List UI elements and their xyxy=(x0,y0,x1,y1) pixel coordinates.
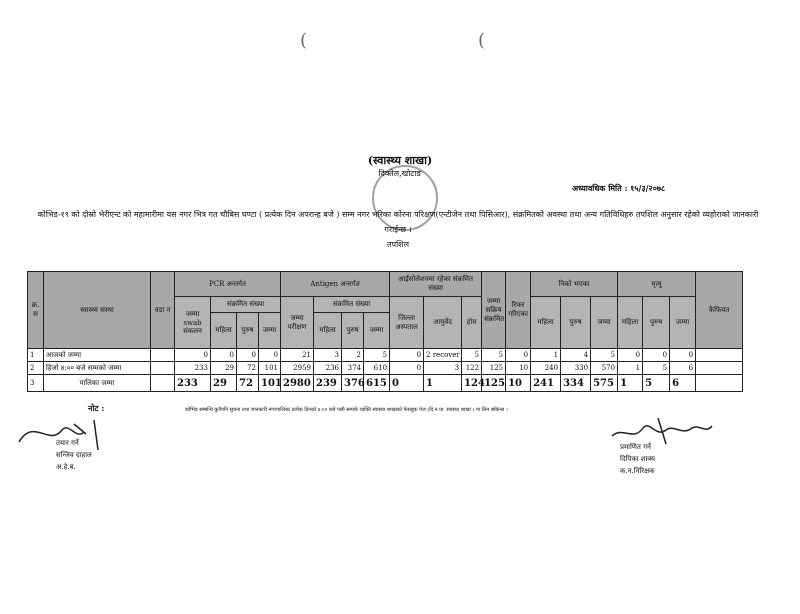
table-cell-sn: 1 xyxy=(28,349,44,362)
table-cell-atest: 2980 xyxy=(281,375,314,392)
table-cell-pf: 0 xyxy=(211,349,237,362)
header-ag-total: जम्मा xyxy=(364,313,390,349)
table-cell-df: 0 xyxy=(618,349,643,362)
note-text: कोभिड सम्बन्धि कुनैपनि सुचना तथा जानकारी नगरपालिका प्रत्येक दिनको ४:०० बजे पछी सम्पर्क व्यक्ति स्वास्थ्य शाखाको फेसबुक पेज (दि.न.पा. स्वास्थ्य शाखा ) मा लिन सकिन्छ । xyxy=(185,407,508,413)
table-cell-pt: 101 xyxy=(259,362,281,375)
verified-by-post: क.न.निरिक्षक xyxy=(620,467,655,475)
table-row xyxy=(28,349,743,362)
header-recovered: निको भएका xyxy=(531,272,618,297)
table-cell-am: 374 xyxy=(342,362,364,375)
header-pcr-female: महिला xyxy=(211,313,237,349)
table-row xyxy=(28,375,743,392)
table-cell-dm: 5 xyxy=(643,375,670,392)
table-cell-rem xyxy=(696,349,743,362)
verified-by-title: प्रमाणित गर्ने xyxy=(620,443,651,451)
table-cell-pf: 29 xyxy=(211,362,237,375)
header-tests: जम्मा परीक्षण xyxy=(281,297,314,349)
table-cell-swab: 233 xyxy=(175,362,211,375)
header-antigen: Antigen अन्तर्गत xyxy=(281,272,390,297)
table-cell-rf: 240 xyxy=(531,362,561,375)
table-cell-af: 236 xyxy=(314,362,342,375)
header-pcr-infected: संक्रमित संख्या xyxy=(211,297,281,313)
table-cell-active: 125 xyxy=(482,375,506,392)
table-cell-rf: 241 xyxy=(531,375,561,392)
verified-by-block xyxy=(620,441,655,477)
office-location: दिक्तेल,खोटाङ xyxy=(378,169,422,178)
prepared-by-post: अ.हे.ब. xyxy=(56,463,76,471)
table-cell-home: 124 xyxy=(462,375,482,392)
table-cell-rt: 5 xyxy=(591,349,618,362)
table-cell-swab: 233 xyxy=(175,375,211,392)
header-rec-male: पुरुष xyxy=(561,297,591,349)
table-cell-rf: 1 xyxy=(531,349,561,362)
table-cell-refer: 10 xyxy=(506,375,531,392)
intro-paragraph xyxy=(28,207,768,252)
table-cell-ay: 2 recover xyxy=(424,349,462,362)
table-cell-pf: 29 xyxy=(211,375,237,392)
table-cell-dh: 0 xyxy=(390,349,424,362)
header-isolation: आईसोलेशनमा रहेका संक्रमित संख्या xyxy=(390,272,482,297)
table-cell-dt: 0 xyxy=(670,349,696,362)
table-cell-swab: 0 xyxy=(175,349,211,362)
table-cell-rem xyxy=(696,375,743,392)
header-institution: स्वास्थ्य संस्था xyxy=(44,272,151,349)
table-cell-sn: 2 xyxy=(28,362,44,375)
header-pcr-male: पुरुष xyxy=(237,313,259,349)
table-cell-rm: 4 xyxy=(561,349,591,362)
updated-date: अध्यावधिक मिति : १५/३/२०७८ xyxy=(572,183,666,193)
header-ward: वडा न xyxy=(151,272,175,349)
table-cell-ay: 3 xyxy=(424,362,462,375)
table-cell-refer: 0 xyxy=(506,349,531,362)
header-remarks: कैफियत xyxy=(696,272,743,349)
table-cell-atest: 21 xyxy=(281,349,314,362)
table-cell-atest: 2959 xyxy=(281,362,314,375)
header-pcr: PCR अन्तर्गत xyxy=(175,272,281,297)
table-cell-home: 122 xyxy=(462,362,482,375)
header-rec-female: महिला xyxy=(531,297,561,349)
table-cell-rt: 575 xyxy=(591,375,618,392)
table-cell-af: 239 xyxy=(314,375,342,392)
table-cell-pm: 72 xyxy=(237,375,259,392)
header-ag-male: पुरुष xyxy=(342,313,364,349)
punch-hole-left: ( xyxy=(300,30,308,51)
header-death-male: पुरुष xyxy=(643,297,670,349)
table-cell-rt: 570 xyxy=(591,362,618,375)
table-cell-sn: 3 xyxy=(28,375,44,392)
header-sn: क्र. स xyxy=(28,272,44,349)
tapshil-label: तपशिल xyxy=(386,240,410,249)
header-pcr-total: जम्मा xyxy=(259,313,281,349)
header-active: जम्मा सक्रिय संक्रमित xyxy=(482,272,506,349)
header-antigen-infected: संक्रमित संख्या xyxy=(314,297,390,313)
header-death-total: जम्मा xyxy=(670,297,696,349)
header-death: मृत्यु xyxy=(618,272,696,297)
table-cell-af: 3 xyxy=(314,349,342,362)
table-cell-ward xyxy=(151,375,175,392)
table-cell-pm: 72 xyxy=(237,362,259,375)
intro-text: कोभिड-१९ को दोस्रो भेरीएन्ट को महामारीमा यस नगर भित्र गत चौबिस घण्टा ( प्रत्येक दिन अपरान्ह बजे ) सम्म नगर भरिका कोरना परिक्षण(एन्टीजेन तथा पिसिआर), संक्रमितको अवस्था तथा अन्य गतिविधिहरु तपशिल अनुसार रहेको व्यहोराको जानकारी गराईन्छ । xyxy=(37,210,759,234)
table-cell-pt: 101 xyxy=(259,375,281,392)
table-cell-pm: 0 xyxy=(237,349,259,362)
table-cell-pt: 0 xyxy=(259,349,281,362)
table-cell-dm: 5 xyxy=(643,362,670,375)
table-cell-at: 615 xyxy=(364,375,390,392)
table-cell-dm: 0 xyxy=(643,349,670,362)
header-rec-total: जम्मा xyxy=(591,297,618,349)
table-cell-refer: 10 xyxy=(506,362,531,375)
table-cell-name: आजको जम्मा xyxy=(44,349,151,362)
table-cell-rm: 330 xyxy=(561,362,591,375)
prepared-by-block xyxy=(56,437,92,473)
table-cell-rm: 334 xyxy=(561,375,591,392)
table-cell-active: 5 xyxy=(482,349,506,362)
table-cell-dt: 6 xyxy=(670,375,696,392)
table-cell-name: हिजो ४:०० बजे सम्मको जम्मा xyxy=(44,362,151,375)
table-cell-active: 125 xyxy=(482,362,506,375)
prepared-by-title: तयार गर्ने xyxy=(56,439,79,447)
table-row xyxy=(28,362,743,375)
table-cell-name: पालिका जम्मा xyxy=(44,375,151,392)
header-district-hospital: जिल्ला अस्पताल xyxy=(390,297,424,349)
table-cell-rem xyxy=(696,362,743,375)
table-cell-ward xyxy=(151,349,175,362)
table-cell-dh: 0 xyxy=(390,362,424,375)
header-home: होम xyxy=(462,297,482,349)
header-swab: जम्मा swab संकलन xyxy=(175,297,211,349)
table-cell-dh: 0 xyxy=(390,375,424,392)
header-death-female: महिला xyxy=(618,297,643,349)
note-label: नोट : xyxy=(88,403,105,413)
punch-hole-right: ( xyxy=(478,30,486,51)
table-cell-ward xyxy=(151,362,175,375)
table-cell-at: 610 xyxy=(364,362,390,375)
table-cell-df: 1 xyxy=(618,375,643,392)
covid-report-table xyxy=(27,271,743,392)
table-cell-dt: 6 xyxy=(670,362,696,375)
header-ayurveda: आयुर्वेद xyxy=(424,297,462,349)
table-cell-am: 376 xyxy=(342,375,364,392)
verified-by-name: दिपिका शाक्य xyxy=(620,455,656,463)
table-cell-home: 5 xyxy=(462,349,482,362)
table-cell-am: 2 xyxy=(342,349,364,362)
prepared-by-name: सन्जिव दाहाल xyxy=(56,451,92,459)
header-ag-female: महिला xyxy=(314,313,342,349)
table-cell-df: 1 xyxy=(618,362,643,375)
table-cell-at: 5 xyxy=(364,349,390,362)
page-title: (स्वास्थ्य शाखा) xyxy=(367,154,433,167)
header-refer: रिफर गरिएका xyxy=(506,272,531,349)
table-cell-ay: 1 xyxy=(424,375,462,392)
